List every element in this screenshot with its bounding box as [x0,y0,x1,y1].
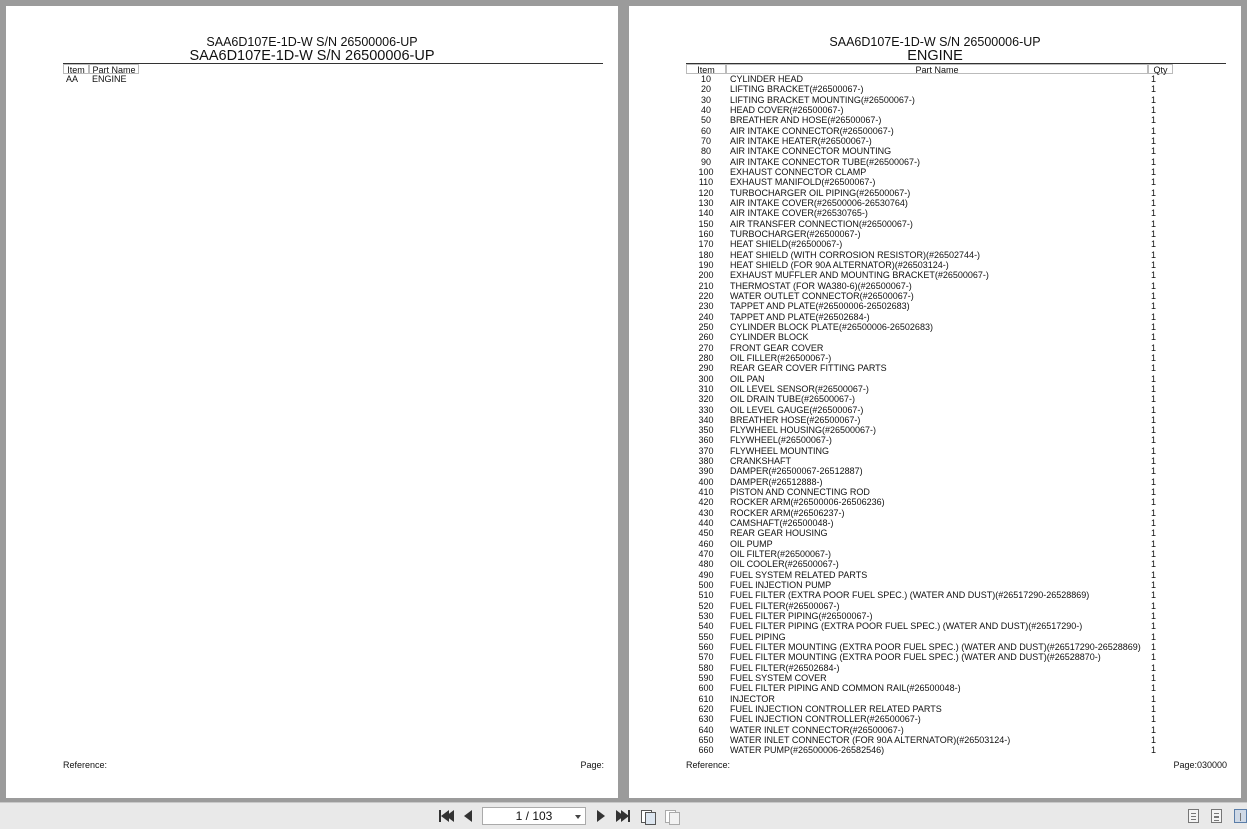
item-number: 80 [700,146,711,157]
quantity: 1 [1151,559,1157,570]
list-item [686,146,1226,156]
quantity: 1 [1151,383,1157,394]
page-header-model: SAA6D107E-1D-W S/N 26500006-UP [206,35,418,49]
quantity: 1 [1151,569,1157,580]
list-item [686,394,1226,404]
part-name: ENGINE [92,74,127,84]
list-item [686,528,1226,538]
list-item [686,663,1226,673]
list-item [686,312,1226,322]
item-number: 130 [698,197,714,208]
item-number: 210 [698,280,714,291]
quantity: 1 [1151,311,1157,322]
item-number: 350 [698,425,714,436]
item-number: 20 [700,84,711,95]
item-number: 380 [698,456,714,467]
item-number: 580 [698,662,714,673]
item-number: 60 [700,125,711,136]
quantity: 1 [1151,394,1157,405]
list-item [686,673,1226,683]
list-item [686,497,1226,507]
part-name: TAPPET AND PLATE(#26500006-26502683) [730,301,910,312]
item-number: 630 [698,714,714,725]
part-name: FUEL FILTER MOUNTING (EXTRA POOR FUEL SPEC.) (WATER AND DUST)(#26517290-26528869) [730,642,1141,653]
part-name: FLYWHEEL(#26500067-) [730,435,832,446]
item-number: 200 [698,270,714,281]
quantity: 1 [1151,414,1157,425]
list-item [686,239,1226,249]
part-name: OIL LEVEL SENSOR(#26500067-) [730,383,869,394]
quantity: 1 [1151,518,1157,529]
quantity: 1 [1151,445,1157,456]
part-name: HEAD COVER(#26500067-) [730,104,844,115]
list-item [686,208,1226,218]
item-number: 260 [698,332,714,343]
part-name: FUEL FILTER MOUNTING (EXTRA POOR FUEL SPEC.) (WATER AND DUST)(#26528870-) [730,652,1101,663]
item-number: 500 [698,580,714,591]
part-name: CRANKSHAFT [730,456,792,467]
item-number: 340 [698,414,714,425]
item-number: 430 [698,507,714,518]
list-item [686,250,1226,260]
quantity: 1 [1151,724,1157,735]
list-item [686,652,1226,662]
list-item [686,167,1226,177]
item-number: 440 [698,518,714,529]
part-name: FUEL FILTER(#26500067-) [730,600,840,611]
column-header-part-name: Part Name [89,64,139,74]
part-name: CYLINDER BLOCK [730,332,809,343]
quantity: 1 [1151,683,1157,694]
page-header-title: SAA6D107E-1D-W S/N 26500006-UP [189,48,435,64]
quantity: 1 [1151,290,1157,301]
part-name: TAPPET AND PLATE(#26502684-) [730,311,870,322]
item-number: 150 [698,218,714,229]
item-number: 550 [698,631,714,642]
item-number: 310 [698,383,714,394]
quantity: 1 [1151,456,1157,467]
single-page-view-icon[interactable] [1188,809,1199,823]
item-number: 410 [698,487,714,498]
parts-list [63,74,603,84]
item-number: 540 [698,621,714,632]
part-name: OIL DRAIN TUBE(#26500067-) [730,394,856,405]
item-number: 400 [698,476,714,487]
item-number: 650 [698,735,714,745]
column-header-item: Item [686,64,726,74]
quantity: 1 [1151,673,1157,684]
first-page-icon[interactable] [438,808,454,824]
quantity: 1 [1151,611,1157,622]
item-number: 590 [698,673,714,684]
part-name: WATER INLET CONNECTOR (FOR 90A ALTERNATOR)(#26503124-) [730,735,1011,745]
list-item [686,446,1226,456]
part-name: OIL COOLER(#26500067-) [730,559,839,570]
part-name: BREATHER AND HOSE(#26500067-) [730,115,882,126]
quantity: 1 [1151,652,1157,663]
quantity: 1 [1151,352,1157,363]
reference-label: Reference: [63,760,108,770]
part-name: FRONT GEAR COVER [730,342,824,353]
list-item [686,425,1226,435]
quantity: 1 [1151,538,1157,549]
quantity: 1 [1151,528,1157,539]
part-name: CYLINDER BLOCK PLATE(#26500006-26502683) [730,321,933,332]
quantity: 1 [1151,590,1157,601]
page-number-input[interactable] [482,807,586,825]
quantity: 1 [1151,342,1157,353]
quantity: 1 [1151,177,1157,188]
list-item [686,343,1226,353]
part-name: AIR INTAKE COVER(#26500006-26530764) [730,197,908,208]
item-number: 300 [698,373,714,384]
list-item [686,725,1226,735]
list-item [686,353,1226,363]
item-number: 470 [698,549,714,560]
item-number: 520 [698,600,714,611]
quantity: 1 [1151,187,1157,198]
quantity: 1 [1151,301,1157,312]
quantity: 1 [1151,332,1157,343]
list-item [686,508,1226,518]
item-number: AA [66,74,79,84]
list-item [686,363,1226,373]
list-item [686,188,1226,198]
list-item [686,281,1226,291]
part-name: OIL PAN [730,373,765,384]
quantity: 1 [1151,714,1157,725]
item-number: 30 [700,94,711,105]
item-number: 250 [698,321,714,332]
list-item [686,177,1226,187]
quantity: 1 [1151,487,1157,498]
part-name: EXHAUST MANIFOLD(#26500067-) [730,177,876,188]
quantity: 1 [1151,208,1157,219]
part-name: ROCKER ARM(#26500006-26506236) [730,497,885,508]
list-item [686,95,1226,105]
quantity: 1 [1151,466,1157,477]
part-name: DAMPER(#26500067-26512887) [730,466,863,477]
quantity: 1 [1151,549,1157,560]
quantity: 1 [1151,642,1157,653]
quantity: 1 [1151,580,1157,591]
list-item [686,590,1226,600]
part-name: AIR INTAKE COVER(#26530765-) [730,208,868,219]
page-header-title: ENGINE [907,48,963,64]
list-item [686,384,1226,394]
last-page-icon[interactable] [615,808,631,824]
part-name: FUEL INJECTION PUMP [730,580,832,591]
item-number: 420 [698,497,714,508]
part-name: WATER PUMP(#26500006-26582546) [730,745,885,756]
reference-label: Reference: [686,760,731,770]
list-item [686,405,1226,415]
list-item [686,229,1226,239]
quantity: 1 [1151,497,1157,508]
page-number-label: Page: [580,760,604,770]
two-page-view-icon[interactable] [1234,809,1247,823]
item-number: 360 [698,435,714,446]
item-number: 530 [698,611,714,622]
quantity: 1 [1151,135,1157,146]
part-name: HEAT SHIELD (WITH CORROSION RESISTOR)(#26502744-) [730,249,981,260]
list-item [686,415,1226,425]
part-name: AIR INTAKE CONNECTOR(#26500067-) [730,125,894,136]
part-name: FUEL SYSTEM RELATED PARTS [730,569,868,580]
item-number: 660 [698,745,714,756]
part-name: TURBOCHARGER(#26500067-) [730,228,861,239]
part-name: FUEL FILTER PIPING (EXTRA POOR FUEL SPEC.) (WATER AND DUST)(#26517290-) [730,621,1083,632]
list-item [686,683,1226,693]
list-item [686,291,1226,301]
part-name: REAR GEAR HOUSING [730,528,828,539]
page-number-label: Page:030000 [1173,760,1227,770]
quantity: 1 [1151,125,1157,136]
list-item [686,559,1226,569]
quantity: 1 [1151,146,1157,157]
item-number: 320 [698,394,714,405]
quantity: 1 [1151,373,1157,384]
quantity: 1 [1151,363,1157,374]
item-number: 90 [700,156,711,167]
part-name: WATER OUTLET CONNECTOR(#26500067-) [730,290,914,301]
quantity: 1 [1151,259,1157,270]
quantity: 1 [1151,631,1157,642]
list-item [686,611,1226,621]
part-name: FUEL FILTER(#26502684-) [730,662,840,673]
part-name: INJECTOR [730,693,775,704]
list-item [686,518,1226,528]
part-name: REAR GEAR COVER FITTING PARTS [730,363,887,374]
item-number: 450 [698,528,714,539]
part-name: AIR TRANSFER CONNECTION(#26500067-) [730,218,913,229]
part-name: FUEL PIPING [730,631,786,642]
quantity: 1 [1151,94,1157,105]
list-item [686,487,1226,497]
continuous-view-icon[interactable] [640,808,656,824]
quantity: 1 [1151,321,1157,332]
item-number: 460 [698,538,714,549]
list-item [686,126,1226,136]
list-item [686,642,1226,652]
item-number: 480 [698,559,714,570]
list-item [686,570,1226,580]
facing-view-icon[interactable] [664,808,680,824]
quantity: 1 [1151,745,1157,756]
quantity: 1 [1151,270,1157,281]
list-item [686,136,1226,146]
document-page-right [629,6,1241,798]
item-number: 600 [698,683,714,694]
part-name: FUEL SYSTEM COVER [730,673,827,684]
quantity: 1 [1151,115,1157,126]
list-item [686,601,1226,611]
item-number: 270 [698,342,714,353]
item-number: 290 [698,363,714,374]
column-header-item: Item [63,64,89,74]
quantity: 1 [1151,693,1157,704]
list-item [686,632,1226,642]
part-name: AIR INTAKE HEATER(#26500067-) [730,135,872,146]
part-name: OIL LEVEL GAUGE(#26500067-) [730,404,864,415]
quantity: 1 [1151,166,1157,177]
part-name: AIR INTAKE CONNECTOR MOUNTING [730,146,892,157]
part-name: FLYWHEEL HOUSING(#26500067-) [730,425,877,436]
part-name: FUEL INJECTION CONTROLLER RELATED PARTS [730,704,942,715]
pdf-navigation-toolbar [0,802,1247,829]
list-item [686,435,1226,445]
list-item [686,74,1226,84]
item-number: 640 [698,724,714,735]
list-item [686,332,1226,342]
part-name: DAMPER(#26512888-) [730,476,823,487]
quantity: 1 [1151,476,1157,487]
part-name: FUEL FILTER PIPING AND COMMON RAIL(#26500048-) [730,683,961,694]
list-item [686,580,1226,590]
item-number: 620 [698,704,714,715]
part-name: THERMOSTAT (FOR WA380-6)(#26500067-) [730,280,912,291]
part-name: WATER INLET CONNECTOR(#26500067-) [730,724,904,735]
part-name: EXHAUST CONNECTOR CLAMP [730,166,867,177]
quantity: 1 [1151,104,1157,115]
item-number: 160 [698,228,714,239]
page-header-model: SAA6D107E-1D-W S/N 26500006-UP [829,35,1041,49]
list-item [686,115,1226,125]
part-name: OIL PUMP [730,538,773,549]
list-item [686,270,1226,280]
item-number: 140 [698,208,714,219]
item-number: 120 [698,187,714,198]
quantity: 1 [1151,735,1157,745]
item-number: 70 [700,135,711,146]
quantity: 1 [1151,156,1157,167]
item-number: 370 [698,445,714,456]
part-name: TURBOCHARGER OIL PIPING(#26500067-) [730,187,911,198]
quantity: 1 [1151,249,1157,260]
single-continuous-view-icon[interactable] [1211,809,1222,823]
part-name: LIFTING BRACKET(#26500067-) [730,84,864,95]
item-number: 560 [698,642,714,653]
chevron-down-icon[interactable] [575,815,581,819]
item-number: 230 [698,301,714,312]
quantity: 1 [1151,84,1157,95]
quantity: 1 [1151,425,1157,436]
list-item [63,74,603,84]
quantity: 1 [1151,435,1157,446]
list-item [686,105,1226,115]
page-indicator-text: 1 / 103 [515,809,553,823]
part-name: LIFTING BRACKET MOUNTING(#26500067-) [730,94,915,105]
part-name: EXHAUST MUFFLER AND MOUNTING BRACKET(#26500067-) [730,270,989,281]
item-number: 280 [698,352,714,363]
document-page-left [6,6,618,798]
quantity: 1 [1151,704,1157,715]
header-divider [63,63,603,64]
part-name: PISTON AND CONNECTING ROD [730,487,870,498]
item-number: 110 [698,177,714,188]
list-item [686,466,1226,476]
item-number: 330 [698,404,714,415]
next-page-icon[interactable] [593,808,609,824]
item-number: 490 [698,569,714,580]
part-name: ROCKER ARM(#26506237-) [730,507,845,518]
part-name: FUEL FILTER (EXTRA POOR FUEL SPEC.) (WATER AND DUST)(#26517290-26528869) [730,590,1090,601]
list-item [686,745,1226,755]
part-name: CYLINDER HEAD [730,74,804,84]
quantity: 1 [1151,507,1157,518]
item-number: 40 [700,104,711,115]
list-item [686,714,1226,724]
quantity: 1 [1151,197,1157,208]
item-number: 170 [698,239,714,250]
quantity: 1 [1151,280,1157,291]
quantity: 1 [1151,662,1157,673]
list-item [686,219,1226,229]
item-number: 10 [700,74,711,84]
part-name: OIL FILLER(#26500067-) [730,352,832,363]
list-item [686,735,1226,745]
quantity: 1 [1151,621,1157,632]
item-number: 180 [698,249,714,260]
quantity: 1 [1151,218,1157,229]
column-header-part-name: Part Name [726,64,1148,74]
quantity: 1 [1151,239,1157,250]
item-number: 510 [698,590,714,601]
item-number: 220 [698,290,714,301]
list-item [686,322,1226,332]
list-item [686,621,1226,631]
list-item [686,260,1226,270]
parts-list [686,74,1226,756]
column-header-qty: Qty [1148,64,1173,74]
item-number: 190 [698,259,714,270]
list-item [686,198,1226,208]
part-name: HEAT SHIELD(#26500067-) [730,239,843,250]
list-item [686,694,1226,704]
item-number: 100 [698,166,714,177]
item-number: 610 [698,693,714,704]
part-name: AIR INTAKE CONNECTOR TUBE(#26500067-) [730,156,921,167]
part-name: FLYWHEEL MOUNTING [730,445,830,456]
item-number: 240 [698,311,714,322]
list-item [686,539,1226,549]
quantity: 1 [1151,600,1157,611]
list-item [686,549,1226,559]
quantity: 1 [1151,74,1157,84]
part-name: CAMSHAFT(#26500048-) [730,518,834,529]
part-name: HEAT SHIELD (FOR 90A ALTERNATOR)(#26503124-) [730,259,949,270]
list-item [686,477,1226,487]
previous-page-icon[interactable] [460,808,476,824]
item-number: 50 [700,115,711,126]
list-item [686,301,1226,311]
part-name: BREATHER HOSE(#26500067-) [730,414,861,425]
list-item [686,704,1226,714]
list-item [686,456,1226,466]
part-name: FUEL INJECTION CONTROLLER(#26500067-) [730,714,921,725]
list-item [686,84,1226,94]
part-name: OIL FILTER(#26500067-) [730,549,832,560]
list-item [686,157,1226,167]
item-number: 570 [698,652,714,663]
quantity: 1 [1151,228,1157,239]
item-number: 390 [698,466,714,477]
quantity: 1 [1151,404,1157,415]
part-name: FUEL FILTER PIPING(#26500067-) [730,611,873,622]
list-item [686,374,1226,384]
